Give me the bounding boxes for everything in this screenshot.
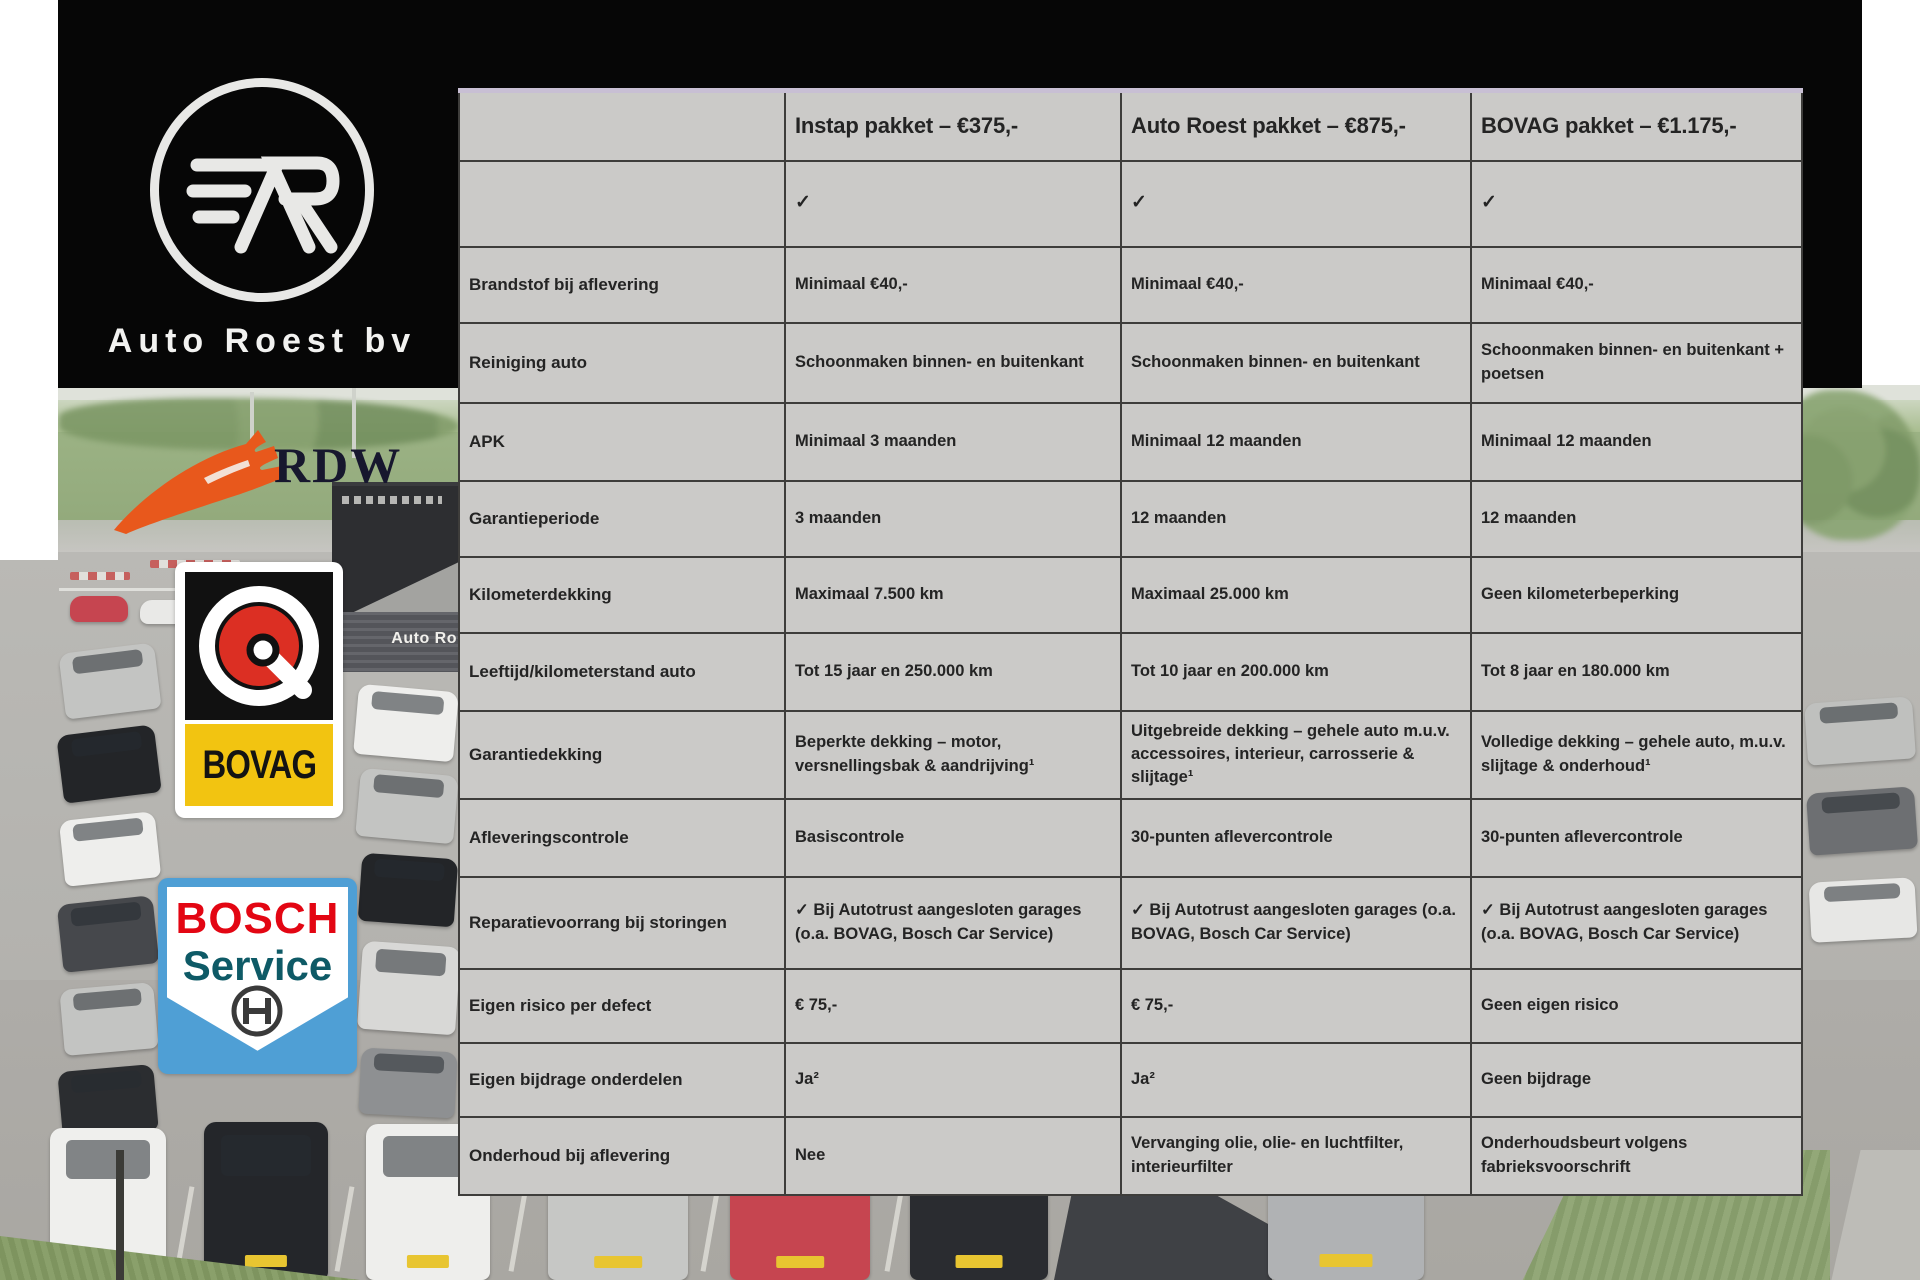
car bbox=[358, 1048, 457, 1119]
rdw-logo bbox=[108, 420, 408, 540]
right-margin bbox=[1862, 0, 1920, 385]
road-barrier bbox=[70, 572, 130, 580]
van bbox=[357, 941, 461, 1036]
table-row bbox=[459, 323, 1802, 403]
7r-monogram-icon bbox=[159, 87, 365, 293]
bovag-label: BOVAG bbox=[202, 742, 316, 787]
table-head bbox=[459, 91, 1802, 161]
bovag-logo bbox=[175, 562, 343, 818]
table-row bbox=[459, 557, 1802, 633]
table-cell: Minimaal 12 maanden bbox=[1471, 403, 1802, 481]
table-cell: Geen bijdrage bbox=[1471, 1043, 1802, 1117]
bosch-label: BOSCH bbox=[175, 894, 340, 943]
table-cell: Schoonmaken binnen- en buitenkant + poetsen bbox=[1471, 323, 1802, 403]
rdw-wing-icon bbox=[108, 426, 293, 536]
table-row bbox=[459, 161, 1802, 247]
table-row bbox=[459, 969, 1802, 1043]
table-row bbox=[459, 877, 1802, 969]
table-cell: Ja² bbox=[785, 1043, 1121, 1117]
bosch-service-label: Service bbox=[182, 942, 333, 989]
table-cell: Uitgebreide dekking – gehele auto m.u.v. accessoires, interieur, carrosserie & slijtage¹ bbox=[1121, 711, 1471, 799]
table-cell: Volledige dekking – gehele auto, m.u.v. slijtage & onderhoud¹ bbox=[1471, 711, 1802, 799]
column-header: Instap pakket – €375,- bbox=[785, 91, 1121, 161]
row-label: Garantiedekking bbox=[459, 711, 785, 799]
table-cell: Tot 15 jaar en 250.000 km bbox=[785, 633, 1121, 711]
included-checkmark: ✓ bbox=[1471, 161, 1802, 247]
table-cell: 30-punten aflevercontrole bbox=[1471, 799, 1802, 877]
table-cell: € 75,- bbox=[785, 969, 1121, 1043]
table-row bbox=[459, 799, 1802, 877]
table-cell: 12 maanden bbox=[1121, 481, 1471, 557]
row-label: Onderhoud bij aflevering bbox=[459, 1117, 785, 1195]
car bbox=[355, 768, 459, 844]
table-cell: Vervanging olie, olie- en luchtfilter, interieurfilter bbox=[1121, 1117, 1471, 1195]
table-row bbox=[459, 633, 1802, 711]
table-cell: 12 maanden bbox=[1471, 481, 1802, 557]
table-cell: Minimaal €40,- bbox=[1121, 247, 1471, 323]
included-checkmark: ✓ bbox=[1121, 161, 1471, 247]
car bbox=[56, 724, 162, 803]
car bbox=[59, 982, 158, 1056]
bosch-armature-icon bbox=[158, 878, 357, 1074]
table-row bbox=[459, 481, 1802, 557]
table-cell: Minimaal 12 maanden bbox=[1121, 403, 1471, 481]
table-cell: Geen eigen risico bbox=[1471, 969, 1802, 1043]
car bbox=[1809, 877, 1918, 942]
car bbox=[353, 684, 459, 762]
table-cell: Nee bbox=[785, 1117, 1121, 1195]
car bbox=[1806, 786, 1918, 855]
table-cell: Beperkte dekking – motor, versnellingsbak & aandrijving¹ bbox=[785, 711, 1121, 799]
rdw-label: RDW bbox=[274, 437, 403, 493]
table-body bbox=[459, 161, 1802, 1195]
car bbox=[204, 1122, 328, 1280]
row-label: Reiniging auto bbox=[459, 323, 785, 403]
showroom-facade bbox=[338, 612, 459, 672]
table-cell: Ja² bbox=[1121, 1043, 1471, 1117]
table-cell: Maximaal 25.000 km bbox=[1121, 557, 1471, 633]
table-cell: Tot 8 jaar en 180.000 km bbox=[1471, 633, 1802, 711]
table-cell: Minimaal €40,- bbox=[785, 247, 1121, 323]
table-cell: ✓ Bij Autotrust aangesloten garages (o.a. BOVAG, Bosch Car Service) bbox=[1121, 877, 1471, 969]
header-row bbox=[459, 91, 1802, 161]
table-row bbox=[459, 1043, 1802, 1117]
building-sign: Auto Ro bbox=[391, 630, 457, 647]
table-cell: Tot 10 jaar en 200.000 km bbox=[1121, 633, 1471, 711]
row-label: Leeftijd/kilometerstand auto bbox=[459, 633, 785, 711]
package-comparison bbox=[458, 88, 1803, 1196]
car bbox=[1804, 696, 1916, 765]
table-cell: € 75,- bbox=[1121, 969, 1471, 1043]
pakket-table bbox=[458, 88, 1803, 1196]
row-label: Garantieperiode bbox=[459, 481, 785, 557]
left-margin bbox=[0, 0, 58, 560]
table-cell: Minimaal 3 maanden bbox=[785, 403, 1121, 481]
dealer-name: Auto Roest bv bbox=[107, 322, 417, 360]
table-cell: Schoonmaken binnen- en buitenkant bbox=[1121, 323, 1471, 403]
table-row bbox=[459, 403, 1802, 481]
row-label: Afleveringscontrole bbox=[459, 799, 785, 877]
table-row bbox=[459, 1117, 1802, 1195]
table-cell: ✓ Bij Autotrust aangesloten garages (o.a. BOVAG, Bosch Car Service) bbox=[1471, 877, 1802, 969]
car bbox=[57, 1064, 158, 1138]
row-label: Reparatievoorrang bij storingen bbox=[459, 877, 785, 969]
car bbox=[59, 811, 161, 887]
row-label bbox=[459, 161, 785, 247]
car bbox=[70, 596, 128, 622]
lamppost bbox=[116, 1150, 124, 1280]
bosch-service-logo bbox=[158, 878, 357, 1074]
car bbox=[358, 853, 459, 928]
row-label: Eigen risico per defect bbox=[459, 969, 785, 1043]
bovag-band bbox=[185, 724, 333, 806]
table-row bbox=[459, 711, 1802, 799]
column-header-empty bbox=[459, 91, 785, 161]
table-cell: 30-punten aflevercontrole bbox=[1121, 799, 1471, 877]
car bbox=[58, 642, 161, 719]
table-cell: Minimaal €40,- bbox=[1471, 247, 1802, 323]
row-label: APK bbox=[459, 403, 785, 481]
column-header: BOVAG pakket – €1.175,- bbox=[1471, 91, 1802, 161]
table-row bbox=[459, 247, 1802, 323]
auto-roest-logo bbox=[150, 78, 374, 302]
table-cell: ✓ Bij Autotrust aangesloten garages (o.a. BOVAG, Bosch Car Service) bbox=[785, 877, 1121, 969]
table-cell: Schoonmaken binnen- en buitenkant bbox=[785, 323, 1121, 403]
table-cell: Onderhoudsbeurt volgens fabrieksvoorschrift bbox=[1471, 1117, 1802, 1195]
row-label: Kilometerdekking bbox=[459, 557, 785, 633]
table-cell: Basiscontrole bbox=[785, 799, 1121, 877]
table-cell: Maximaal 7.500 km bbox=[785, 557, 1121, 633]
included-checkmark: ✓ bbox=[785, 161, 1121, 247]
car bbox=[57, 895, 160, 973]
table-cell: Geen kilometerbeperking bbox=[1471, 557, 1802, 633]
row-label: Brandstof bij aflevering bbox=[459, 247, 785, 323]
column-header: Auto Roest pakket – €875,- bbox=[1121, 91, 1471, 161]
row-label: Eigen bijdrage onderdelen bbox=[459, 1043, 785, 1117]
table-cell: 3 maanden bbox=[785, 481, 1121, 557]
